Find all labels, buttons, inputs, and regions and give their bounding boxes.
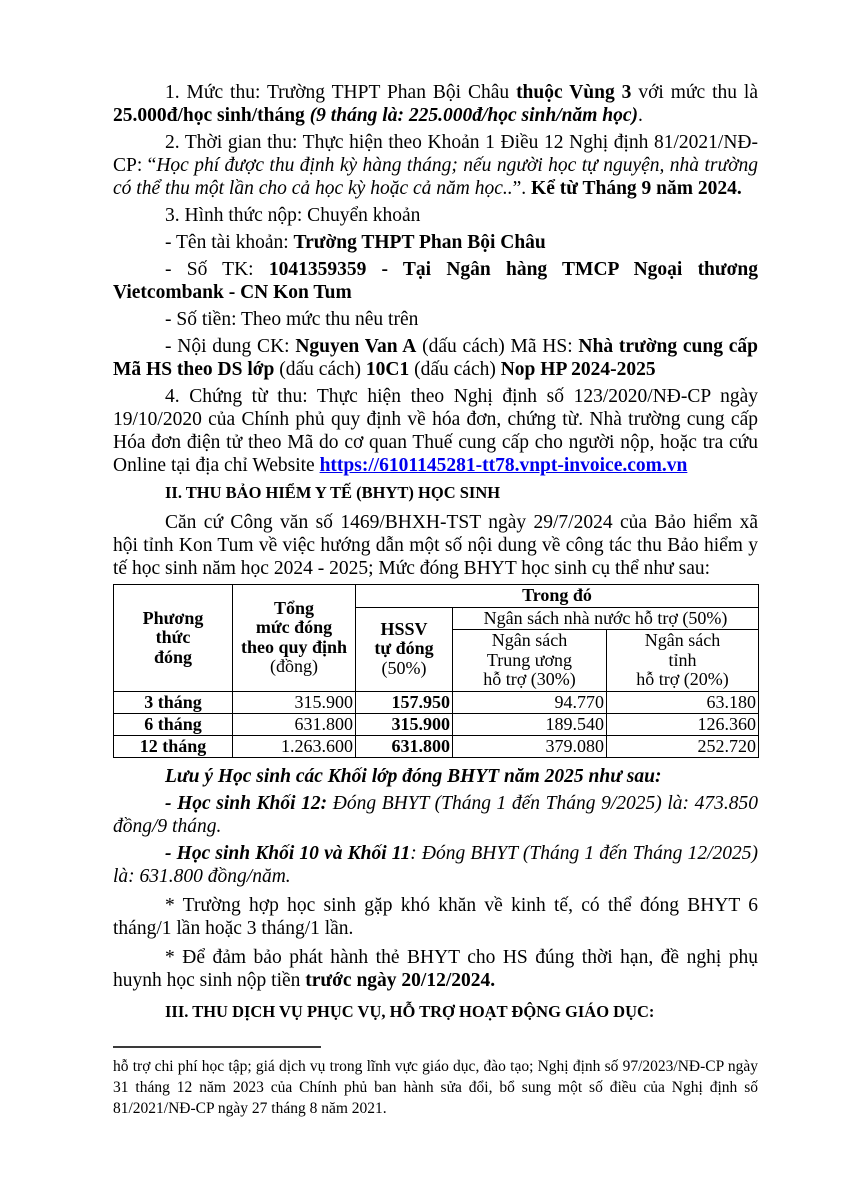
text-run: Phương: [142, 607, 204, 628]
text-run: trước ngày 20/12/2024.: [305, 969, 496, 991]
text-run: :: [410, 842, 422, 864]
text-run: Tổng: [273, 597, 315, 618]
province-budget-cell: 63.180: [607, 691, 759, 713]
para-muc-thu: [113, 81, 758, 127]
col-header-ngan-sach-trung-uong: [453, 630, 607, 692]
text-run: hỗ trợ (20%): [636, 669, 729, 689]
bhyt-table-row: [114, 735, 759, 757]
text-run: (dấu cách): [409, 359, 501, 380]
text-run: tự đóng: [374, 638, 434, 659]
text-run: (dấu cách): [274, 359, 366, 380]
text-run: - Số tiền: Theo mức thu nêu trên: [165, 309, 419, 330]
text-run: - Học sinh Khối 12:: [165, 792, 333, 814]
text-run: đóng: [153, 646, 193, 667]
para-so-tai-khoan: [113, 258, 758, 304]
total-amount-cell: 315.900: [233, 691, 356, 713]
para-luu-y: [113, 765, 758, 788]
text-run: HSSV: [380, 618, 428, 639]
footnote-separator-line: [113, 1046, 321, 1048]
total-amount-cell: 631.800: [233, 713, 356, 735]
para-truong-hop-kho-khan: [113, 894, 758, 940]
text-run: theo quy định: [240, 636, 348, 657]
col-header-phuong-thuc-dong: [114, 585, 233, 692]
para-hinh-thuc-nop: [113, 204, 758, 227]
section-heading-dich-vu: III. THU DỊCH VỤ PHỤC VỤ, HỖ TRỢ HOẠT ĐỘNG GIÁO DỤC:: [165, 1001, 655, 1021]
text-run: Ngân sách: [644, 630, 721, 650]
hssv-amount-cell: 631.800: [356, 735, 453, 757]
text-run: ”.: [512, 178, 532, 199]
col-header-tong-muc-dong: [233, 585, 356, 692]
text-run: tỉnh: [668, 649, 697, 670]
para-chung-tu-thu: [113, 385, 758, 477]
total-amount-cell: 1.263.600: [233, 735, 356, 757]
text-run: Đóng BHYT (Tháng 1 đến Tháng 12/2025) là: 631.800 đồng/năm.: [113, 842, 758, 887]
hssv-amount-cell: 157.950: [356, 691, 453, 713]
para-ten-tai-khoan: [113, 231, 758, 254]
para-hoc-sinh-khoi-12: [113, 792, 758, 838]
invoice-website-link[interactable]: https://6101145281-tt78.vnpt-invoice.com.vn: [319, 455, 688, 476]
text-run: Trung ương: [486, 649, 573, 670]
bhyt-table-row: [114, 713, 759, 735]
text-run: Kể từ Tháng 9 năm 2024.: [531, 178, 742, 199]
col-header-ngan-sach-tinh: [607, 630, 759, 692]
text-run: 25.000đ/học sinh/tháng: [113, 105, 310, 126]
text-run: - Nội dung CK:: [165, 336, 296, 357]
text-run: - Học sinh Khối 10 và Khối 11: [165, 842, 411, 864]
text-run: .: [638, 105, 643, 126]
text-run: (50%): [381, 657, 427, 678]
province-budget-cell: 252.720: [607, 735, 759, 757]
bhyt-table-row: [114, 691, 759, 713]
text-run: (9 tháng là: 225.000đ/học sinh/năm học): [309, 105, 638, 126]
bhyt-table-body: [114, 691, 759, 757]
text-run: Đóng BHYT (Tháng 1 đến Tháng 9/2025) là: 473.850 đồng/9 tháng.: [113, 792, 758, 837]
para-phat-hanh-the: [113, 946, 758, 992]
text-run: thuộc Vùng 3: [516, 82, 632, 103]
text-run: * Để đảm bảo phát hành thẻ BHYT cho HS đúng thời hạn, đề nghị phụ huynh học sinh nộp tiền: [113, 946, 758, 991]
text-run: 3. Hình thức nộp: Chuyển khoản: [165, 205, 421, 226]
text-run: 2. Thời gian thu: Thực hiện theo Khoản 1 Điều 12 Nghị định 81/2021/NĐ-CP: “: [113, 132, 758, 176]
text-run: - Tên tài khoản:: [165, 232, 294, 253]
para-hoc-sinh-khoi-10-11: [113, 842, 758, 888]
text-run: 1. Mức thu: Trường THPT Phan Bội Châu: [165, 82, 517, 103]
text-run: 4. Chứng từ thu: Thực hiện theo Nghị định số 123/2020/NĐ-CP ngày 19/10/2020 của Chính phủ quy định về hóa đơn, chứng từ. Nhà trường cung cấp Hóa đơn điện tử theo Mã do cơ quan Thuế cung cấp cho người nộp, hoặc tra cứu Online tại địa chỉ Website: [113, 386, 758, 476]
footnote-text: hỗ trợ chi phí học tập; giá dịch vụ trong lĩnh vực giáo dục, đào tạo; Nghị định số 97/2023/NĐ-CP ngày 31 tháng 12 năm 2023 của Chính phủ ban hành sửa đổi, bổ sung một số điều của Nghị định số 81/2021/NĐ-CP ngày 27 tháng 8 năm 2021.: [113, 1057, 758, 1117]
text-run: Nop HP 2024-2025: [500, 359, 656, 380]
text-run: Học phí được thu định kỳ hàng tháng; nếu người học tự nguyện, nhà trường có thể thu một lần cho cả học kỳ hoặc cả năm học..: [113, 155, 758, 199]
text-run: Trường THPT Phan Bội Châu: [293, 232, 546, 253]
para-thoi-gian-thu: [113, 131, 758, 200]
row-label-cell: 12 tháng: [114, 735, 233, 757]
text-run: Ngân sách: [491, 630, 568, 650]
text-run: (đồng): [270, 656, 318, 677]
bhyt-table-header: [114, 585, 759, 692]
col-header-hssv-tu-dong: [356, 607, 453, 691]
text-run: Căn cứ Công văn số 1469/BHXH-TST ngày 29/7/2024 của Bảo hiểm xã hội tỉnh Kon Tum về việc hướng dẫn một số nội dung về công tác thu Bảo hiểm y tế học sinh năm học 2024 - 2025; Mức đóng BHYT học sinh cụ thể như sau:: [113, 512, 758, 579]
text-run: - Số TK:: [165, 259, 269, 280]
text-run: Trong đó: [522, 585, 592, 605]
central-budget-cell: 379.080: [453, 735, 607, 757]
row-label-cell: 3 tháng: [114, 691, 233, 713]
text-run: hỗ trợ (30%): [483, 669, 576, 689]
central-budget-cell: 189.540: [453, 713, 607, 735]
text-run: Lưu ý Học sinh các Khối lớp đóng BHYT năm 2025 như sau:: [165, 765, 662, 787]
para-so-tien: [113, 308, 758, 331]
para-noi-dung-chuyen-khoan: [113, 335, 758, 381]
col-header-ngan-sach-nha-nuoc: [453, 607, 759, 630]
text-run: mức đóng: [255, 617, 333, 638]
section-heading-bhyt: II. THU BẢO HIỂM Y TẾ (BHYT) HỌC SINH: [165, 483, 501, 502]
text-run: 1041359359 - Tại Ngân hàng TMCP Ngoại thương Vietcombank - CN Kon Tum: [113, 259, 758, 303]
text-run: * Trường hợp học sinh gặp khó khăn về kinh tế, có thể đóng BHYT 6 tháng/1 lần hoặc 3 tháng/1 lần.: [113, 894, 758, 939]
col-header-trong-do: [356, 585, 759, 608]
text-run: với mức thu là: [631, 82, 758, 103]
text-run: 10C1: [365, 359, 410, 380]
central-budget-cell: 94.770: [453, 691, 607, 713]
text-run: Ngân sách nhà nước hỗ trợ (50%): [483, 607, 728, 628]
text-run: Nhà trường cung cấp Mã HS theo DS lớp: [113, 336, 759, 380]
text-run: (dấu cách) Mã HS:: [416, 336, 579, 357]
text-run: thức: [155, 627, 191, 647]
para-can-cu: [113, 511, 758, 580]
province-budget-cell: 126.360: [607, 713, 759, 735]
bhyt-fee-table: [113, 584, 759, 758]
text-run: Nguyen Van A: [295, 336, 417, 357]
row-label-cell: 6 tháng: [114, 713, 233, 735]
hssv-amount-cell: 315.900: [356, 713, 453, 735]
